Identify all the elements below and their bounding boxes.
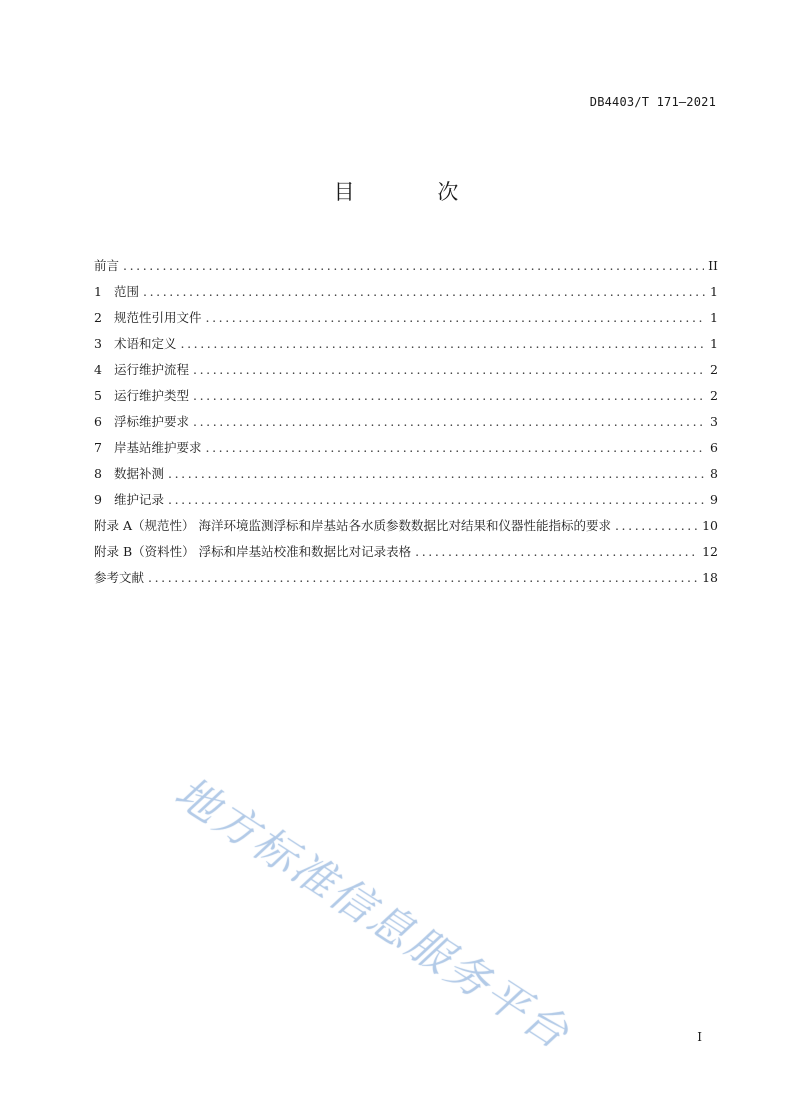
toc-entry-number: 6 bbox=[94, 414, 102, 429]
toc-entry[interactable] bbox=[94, 464, 718, 490]
toc-leader-dots bbox=[193, 388, 706, 403]
document-code: DB4403/T 171—2021 bbox=[589, 95, 716, 109]
toc-entry-number: 7 bbox=[94, 440, 102, 455]
toc-entry-page: 6 bbox=[710, 440, 718, 455]
toc-leader-dots bbox=[148, 570, 698, 585]
toc-entry-label: 附录 B（资料性） 浮标和岸基站校准和数据比对记录表格 bbox=[94, 544, 412, 559]
toc-leader-dots bbox=[168, 466, 706, 481]
toc-entry-label: 浮标维护要求 bbox=[114, 414, 190, 429]
toc-leader-dots bbox=[181, 336, 707, 351]
toc-entry-label: 前言 bbox=[94, 258, 120, 273]
toc-entry-number: 5 bbox=[94, 388, 102, 403]
toc-entry-page: 2 bbox=[710, 362, 718, 377]
toc-entry-number: 4 bbox=[94, 362, 102, 377]
toc-entry[interactable] bbox=[94, 386, 718, 412]
toc-entry-label: 附录 A（规范性） 海洋环境监测浮标和岸基站各水质参数数据比对结果和仪器性能指标的要求 bbox=[94, 518, 611, 533]
toc-leader-dots bbox=[193, 362, 706, 377]
toc-entry-label: 岸基站维护要求 bbox=[114, 440, 202, 455]
page-number: I bbox=[697, 1030, 702, 1044]
toc-entry[interactable] bbox=[94, 308, 718, 334]
toc-entry-label: 运行维护流程 bbox=[114, 362, 190, 377]
toc-leader-dots bbox=[193, 414, 706, 429]
toc-leader-dots bbox=[415, 544, 698, 559]
toc-entry[interactable] bbox=[94, 412, 718, 438]
toc-entry[interactable] bbox=[94, 438, 718, 464]
toc-entry[interactable] bbox=[94, 256, 718, 282]
toc-entry-page: 12 bbox=[702, 544, 718, 559]
toc-entry-label: 参考文献 bbox=[94, 570, 145, 585]
toc-entry-page: 2 bbox=[710, 388, 718, 403]
toc-entry[interactable] bbox=[94, 360, 718, 386]
toc-entry-label: 数据补测 bbox=[114, 466, 165, 481]
toc-leader-dots bbox=[206, 440, 707, 455]
toc-entry[interactable] bbox=[94, 334, 718, 360]
toc-entry[interactable] bbox=[94, 490, 718, 516]
toc-entry-page: 10 bbox=[702, 518, 718, 533]
toc-entry-number: 3 bbox=[94, 336, 102, 351]
toc-entry-page: 9 bbox=[710, 492, 718, 507]
toc-entry-label: 范围 bbox=[114, 284, 140, 299]
toc-leader-dots bbox=[123, 258, 704, 273]
toc-entry-number: 1 bbox=[94, 284, 102, 299]
toc-entry[interactable] bbox=[94, 568, 718, 594]
toc-entry-number: 9 bbox=[94, 492, 102, 507]
toc-entry-page: 18 bbox=[702, 570, 718, 585]
toc-entry[interactable] bbox=[94, 282, 718, 308]
toc-entry-label: 维护记录 bbox=[114, 492, 165, 507]
toc-entry[interactable] bbox=[94, 516, 718, 542]
toc-entry[interactable] bbox=[94, 542, 718, 568]
watermark: 地方标准信息服务平台 bbox=[165, 767, 579, 1061]
toc-entry-label: 运行维护类型 bbox=[114, 388, 190, 403]
toc-entry-page: 1 bbox=[710, 310, 718, 325]
toc-leader-dots bbox=[143, 284, 706, 299]
toc-entry-page: 8 bbox=[710, 466, 718, 481]
toc-entry-page: 1 bbox=[710, 284, 718, 299]
toc-leader-dots bbox=[206, 310, 707, 325]
toc-entry-page: 1 bbox=[710, 336, 718, 351]
table-of-contents bbox=[94, 256, 718, 594]
toc-entry-number: 2 bbox=[94, 310, 102, 325]
toc-leader-dots bbox=[615, 518, 698, 533]
toc-entry-page: 3 bbox=[710, 414, 718, 429]
toc-entry-number: 8 bbox=[94, 466, 102, 481]
page-title: 目 次 bbox=[333, 180, 497, 204]
toc-entry-label: 术语和定义 bbox=[114, 336, 177, 351]
toc-leader-dots bbox=[168, 492, 706, 507]
toc-entry-page: II bbox=[708, 258, 718, 273]
toc-entry-label: 规范性引用文件 bbox=[114, 310, 202, 325]
